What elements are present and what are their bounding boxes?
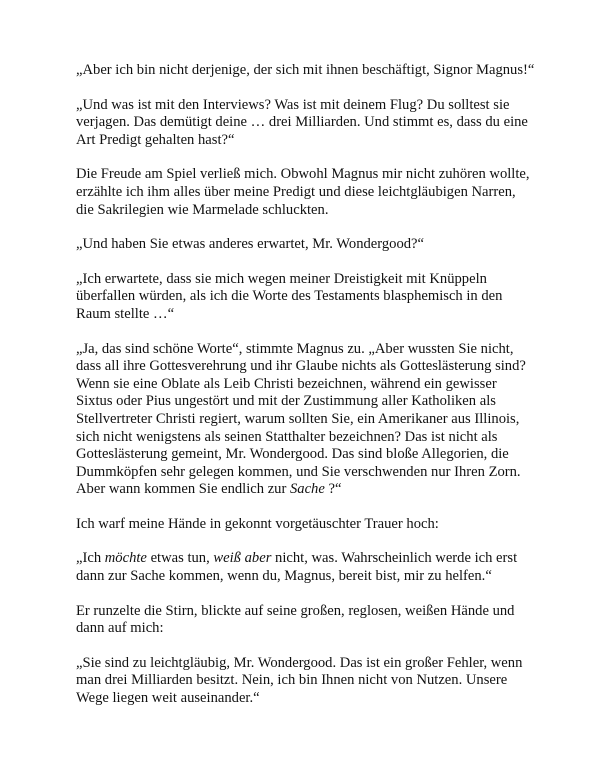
text-run: ?“ [324,481,342,498]
text-run: „Sie sind zu leichtgläubig, Mr. Wondergood. Das ist ein großer Fehler, wenn man drei Milliarden besitzt. Nein, ich bin Ihnen nicht von Nutzen. Unsere Wege liegen weit auseinander.“ [76,654,523,707]
paragraph [76,271,536,324]
paragraph [76,62,536,80]
text-run: „Ich [76,550,105,567]
text-run: „Und was ist mit den Interviews? Was ist mit deinem Flug? Du solltest sie verjagen. Das demütigt deine … drei Milliarden. Und stimmt es, dass du eine Art Predigt gehalten hast?“ [76,96,528,148]
text-run: „Ich erwartete, dass sie mich wegen meiner Dreistigkeit mit Knüppeln überfallen würden, als ich die Worte des Testaments blasphemisch in den Raum stellte …“ [76,270,503,322]
document-page [76,62,536,708]
paragraph [76,166,536,219]
text-run: „Und haben Sie etwas anderes erwartet, Mr. Wondergood?“ [76,236,425,253]
paragraph [76,516,536,534]
text-run: Ich warf meine Hände in gekonnt vorgetäuschter Trauer hoch: [76,515,439,532]
text-run: Die Freude am Spiel verließ mich. Obwohl Magnus mir nicht zuhören wollte, erzählte ich ihm alles über meine Predigt und diese leichtgläubigen Narren, die Sakrilegien wie Marmelade schluckten. [76,166,530,218]
text-run: etwas tun, [146,550,214,567]
text-run: „Aber ich bin nicht derjenige, der sich mit ihnen beschäftigt, Signor Magnus!“ [76,62,535,78]
text-run: „Ja, das sind schöne Worte“, stimmte Magnus zu. „Aber wussten Sie nicht, dass all ihre Gottesverehrung und ihr Glaube nichts als Gotteslästerung sind? Wenn sie eine Oblate als Leib Christi bezeichnen, während ein gewisser Sixtus oder Pius ungestört und mit der Zustimmung aller Katholiken als Stellvertreter Christi regiert, warum sollten Sie, ein Amerikaner aus Illinois, sich nicht wenigstens als seinen Statthalter bezeichnen? Das ist nicht als Gotteslästerung gemeint, Mr. Wondergood. Das sind bloße Allegorien, die Dummköpfen sehr gelegen kommen, und Sie verschwenden nur Ihren Zorn. Aber wann kommen Sie endlich zur [76,340,526,498]
emphasis-run: Sache [289,481,325,498]
text-run: nicht, was. Wahrscheinlich werde ich erst dann zur Sache kommen, wenn du, Magnus, bereit bist, mir zu helfen.“ [76,550,518,585]
text-run: Er runzelte die Stirn, blickte auf seine großen, reglosen, weißen Hände und dann auf mich: [76,602,515,637]
paragraph [76,236,536,254]
paragraph [76,603,536,638]
emphasis-run: weiß aber [213,550,272,567]
paragraph [76,550,536,585]
paragraph [76,655,536,708]
paragraph [76,97,536,150]
emphasis-run: möchte [104,550,147,567]
paragraph [76,341,536,499]
